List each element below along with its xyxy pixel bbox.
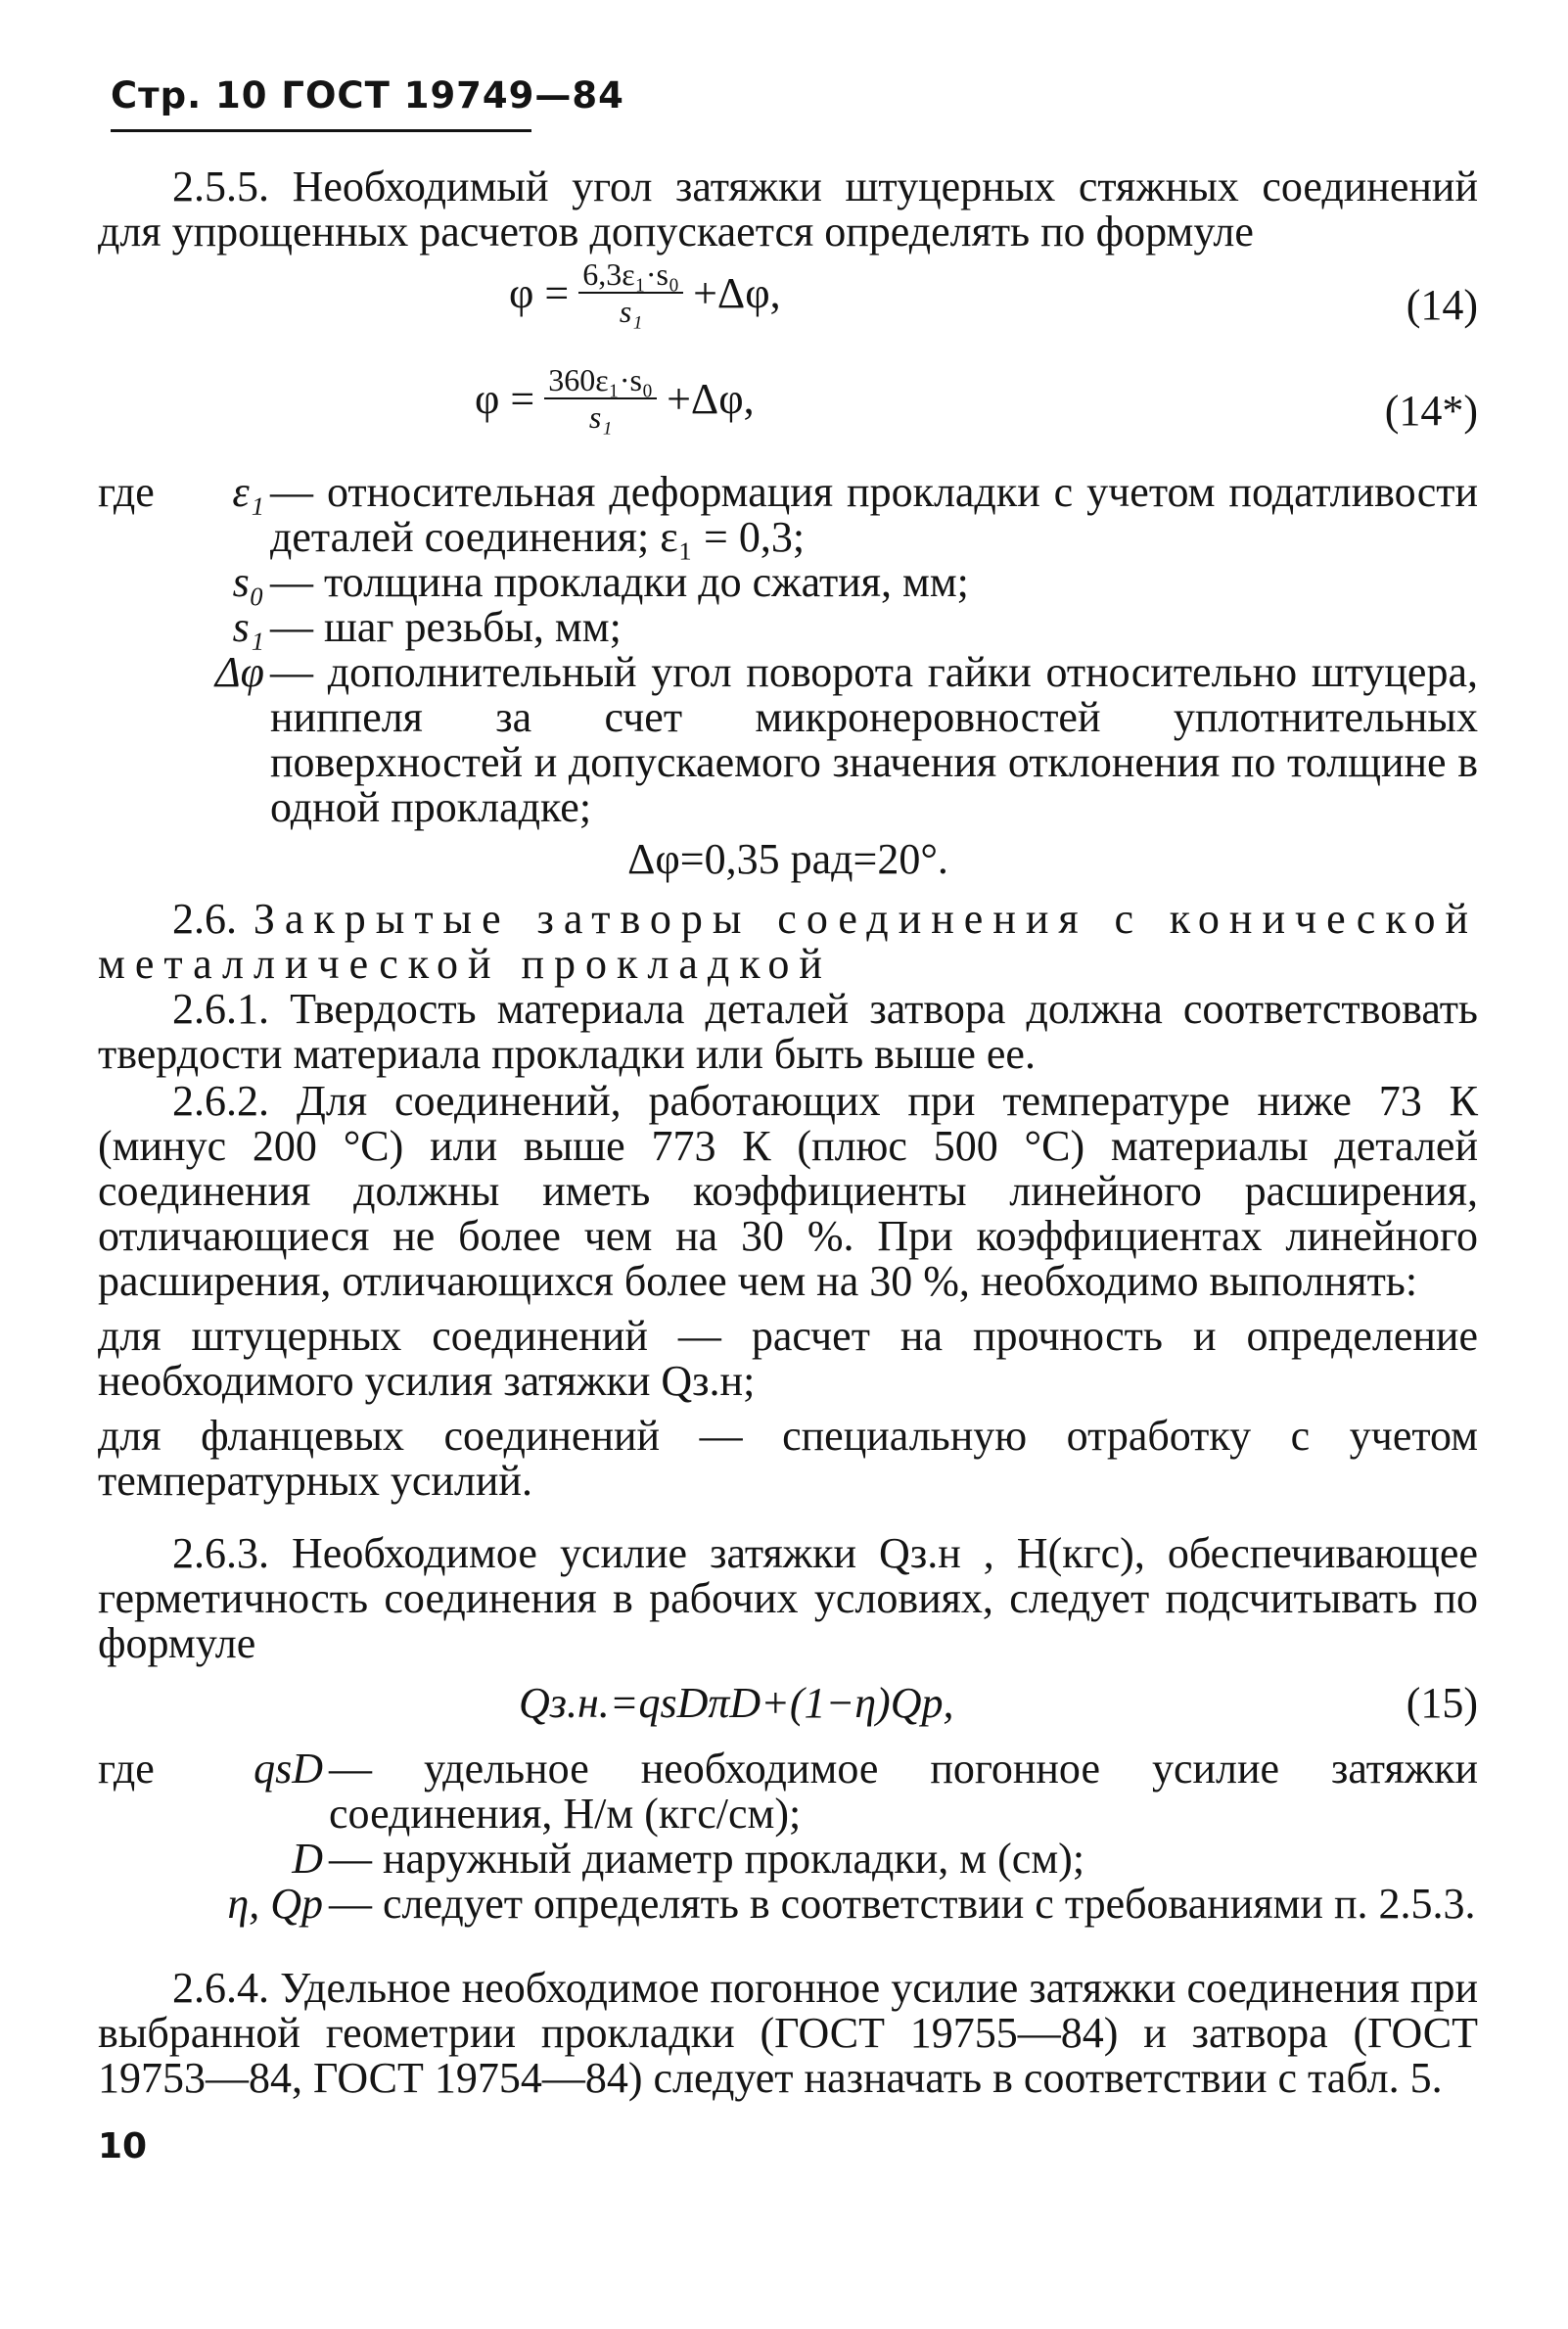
section-2-6 — [98, 897, 1478, 1077]
legend-symbol: Δφ — [214, 648, 264, 696]
paragraph-2-6-3: 2.6.3. Необходимое усилие затяжки Qз.н , Н(кгс), обеспечивающее герметичность соединения в рабочих условиях, следует подсчитывать по формуле — [98, 1529, 1478, 1667]
legend-description: — толщина прокладки до сжатия, мм; — [270, 558, 969, 606]
running-header: Стр. 10 ГОСТ 19749—84 — [111, 74, 624, 116]
legend-row — [98, 470, 1478, 560]
legend-symbol: D — [292, 1835, 323, 1883]
formula-14-tail: +Δφ, — [693, 268, 781, 317]
formula-14-lhs: φ = — [509, 268, 570, 317]
formula-14-star-numerator: 360ε₁·s₀ — [544, 362, 657, 399]
legend-row — [98, 650, 1478, 830]
legend-description: — следует определять в соответствии с требованиями п. 2.5.3. — [329, 1880, 1476, 1928]
formula-14-number: (14) — [1406, 281, 1478, 329]
section-2-6-4 — [98, 1966, 1478, 2101]
paragraph-2-6-2-item-1: для штуцерных соединений — расчет на прочность и определение необходимого усилия затяжки Qз.н; — [98, 1312, 1478, 1405]
formula-14-star-number: (14*) — [1384, 387, 1478, 435]
legend-15 — [98, 1747, 1478, 1927]
formula-14-fraction — [578, 256, 683, 329]
paragraph-2-6-4: 2.6.4. Удельное необходимое погонное усилие затяжки соединения при выбранной геометрии прокладки (ГОСТ 19755—84) и затвора (ГОСТ 19753—84, ГОСТ 19754—84) следует назначать в соответствии с табл. 5. — [98, 1964, 1478, 2102]
section-title: Закрытые затворы соединения с конической металлической прокладкой — [98, 895, 1479, 988]
section-number: 2.6. — [172, 895, 237, 943]
formula-14-numerator: 6,3ε₁·s₀ — [578, 256, 683, 294]
legend-symbol: η, Qp — [227, 1880, 323, 1928]
delta-phi-value: Δφ=0,35 рад=20°. — [627, 835, 948, 883]
formula-14-denominator: s₁ — [619, 294, 643, 329]
where-label: где — [98, 1745, 155, 1793]
legend-description: — относительная деформация прокладки с учетом податливости деталей соединения; ε₁ = 0,3; — [270, 468, 1478, 561]
formula-15-expression: Qз.н.=qsDπD+(1−η)Qp, — [519, 1679, 954, 1727]
formula-14-star-fraction — [544, 362, 657, 435]
legend-symbol: s₀ — [232, 558, 264, 606]
section-2-6-2 — [98, 1079, 1478, 1504]
paragraph-2-6-2: 2.6.2. Для соединений, работающих при температуре ниже 73 К (минус 200 °С) или выше 773 К (плюс 500 °С) материалы деталей соединения должны иметь коэффициенты линейного расширения, отличающиеся не более чем на 30 %. При коэффициентах линейного расширения, отличающихся более чем на 30 %, необходимо выполнять: — [98, 1077, 1478, 1305]
formula-14-star — [98, 362, 1478, 452]
legend-symbol: qsD — [254, 1745, 323, 1793]
legend-description: — удельное необходимое погонное усилие затяжки соединения, Н/м (кгс/см); — [329, 1745, 1478, 1838]
paragraph-2-6-1: 2.6.1. Твердость материала деталей затвора должна соответствовать твердости материала прокладки или быть выше ее. — [98, 985, 1478, 1078]
where-label: где — [98, 468, 155, 516]
legend-row — [98, 560, 1478, 605]
legend-14 — [98, 470, 1478, 830]
header-rule — [111, 129, 531, 132]
section-2-5-5 — [98, 164, 1478, 255]
formula-15 — [98, 1678, 1478, 1737]
legend-row — [98, 1837, 1478, 1882]
legend-description: — шаг резьбы, мм; — [270, 603, 622, 651]
formula-14-star-tail: +Δφ, — [667, 374, 755, 423]
legend-description: — дополнительный угол поворота гайки относительно штуцера, ниппеля за счет микронеровностей уплотнительных поверхностей и допускаемого значения отклонения по толщине в одной прокладке; — [270, 648, 1478, 831]
legend-description: — наружный диаметр прокладки, м (см); — [329, 1835, 1085, 1883]
legend-symbol: ε₁ — [232, 468, 264, 516]
legend-row — [98, 1882, 1478, 1927]
legend-row — [98, 1747, 1478, 1837]
formula-15-number: (15) — [1406, 1679, 1478, 1727]
formula-14-star-denominator: s₁ — [588, 399, 613, 435]
section-heading-2-6 — [98, 897, 1478, 987]
formula-14 — [98, 256, 1478, 347]
page-number: 10 — [98, 2126, 148, 2166]
legend-symbol: s₁ — [232, 603, 264, 651]
legend-row — [98, 605, 1478, 650]
paragraph-2-5-5: 2.5.5. Необходимый угол затяжки штуцерных стяжных соединений для упрощенных расчетов допускается определять по формуле — [98, 163, 1478, 256]
section-2-6-3 — [98, 1531, 1478, 1666]
formula-14-star-lhs: φ = — [475, 374, 535, 423]
paragraph-2-6-2-item-2: для фланцевых соединений — специальную отработку с учетом температурных усилий. — [98, 1412, 1478, 1505]
